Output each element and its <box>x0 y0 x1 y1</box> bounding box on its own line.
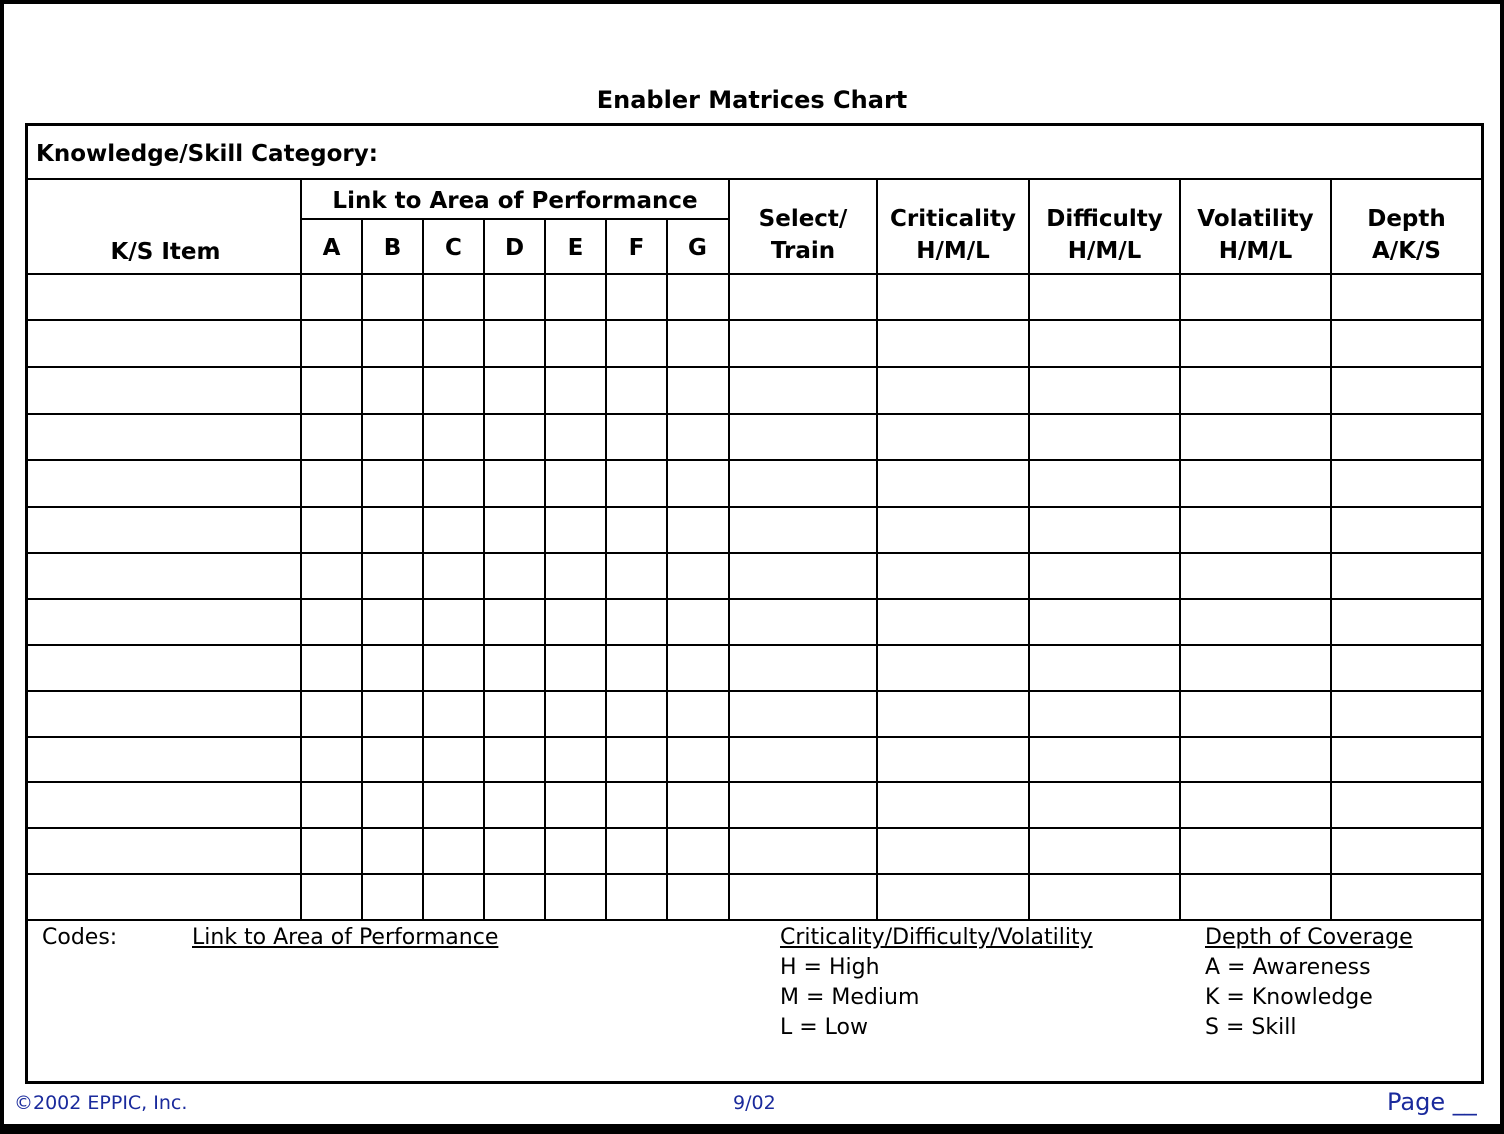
codes-cdv-heading: Criticality/Difficulty/Volatility <box>780 925 1093 950</box>
header-volatility-line1: Volatility <box>1197 206 1314 232</box>
header-link-col-b: B <box>383 235 402 261</box>
header-criticality-line1: Criticality <box>890 206 1016 232</box>
codes-cdv-item-low: L = Low <box>780 1015 868 1040</box>
codes-depth-item-awareness: A = Awareness <box>1205 955 1371 980</box>
header-volatility <box>1180 203 1331 267</box>
codes-depth-block <box>1205 923 1413 1043</box>
category-label: Knowledge/Skill Category: <box>36 141 378 167</box>
header-link-col-c: C <box>445 235 462 261</box>
footer-date: 9/02 <box>733 1092 776 1114</box>
header-select-train <box>729 203 877 267</box>
header-depth <box>1331 203 1482 267</box>
header-link-col-f: F <box>628 235 645 261</box>
header-depth-line2: A/K/S <box>1372 238 1441 264</box>
header-ks-item: K/S Item <box>110 239 221 265</box>
codes-depth-item-knowledge: K = Knowledge <box>1205 985 1373 1010</box>
header-link-col-d: D <box>504 235 525 261</box>
codes-cdv-item-high: H = High <box>780 955 880 980</box>
footer-page: Page __ <box>1387 1088 1477 1116</box>
header-select-train-line2: Train <box>770 238 836 264</box>
codes-depth-item-skill: S = Skill <box>1205 1015 1297 1040</box>
header-link-col-e: E <box>567 235 584 261</box>
footer-copyright: ©2002 EPPIC, Inc. <box>14 1092 188 1114</box>
codes-depth-heading: Depth of Coverage <box>1205 925 1413 950</box>
codes-cdv-item-medium: M = Medium <box>780 985 920 1010</box>
header-link-col-a: A <box>322 235 341 261</box>
header-difficulty-line2: H/M/L <box>1067 238 1142 264</box>
codes-label: Codes: <box>42 925 118 950</box>
header-link-col-g: G <box>688 235 707 261</box>
header-criticality <box>877 203 1029 267</box>
header-depth-line1: Depth <box>1367 206 1446 232</box>
header-difficulty-line1: Difficulty <box>1046 206 1163 232</box>
header-difficulty <box>1029 203 1180 267</box>
page-title: Enabler Matrices Chart <box>596 86 908 114</box>
header-select-train-line1: Select/ <box>758 206 848 232</box>
header-volatility-line2: H/M/L <box>1218 238 1293 264</box>
codes-link-heading: Link to Area of Performance <box>192 925 499 950</box>
header-link-group: Link to Area of Performance <box>332 188 698 214</box>
header-criticality-line2: H/M/L <box>916 238 990 264</box>
codes-cdv-block <box>780 923 1093 1043</box>
